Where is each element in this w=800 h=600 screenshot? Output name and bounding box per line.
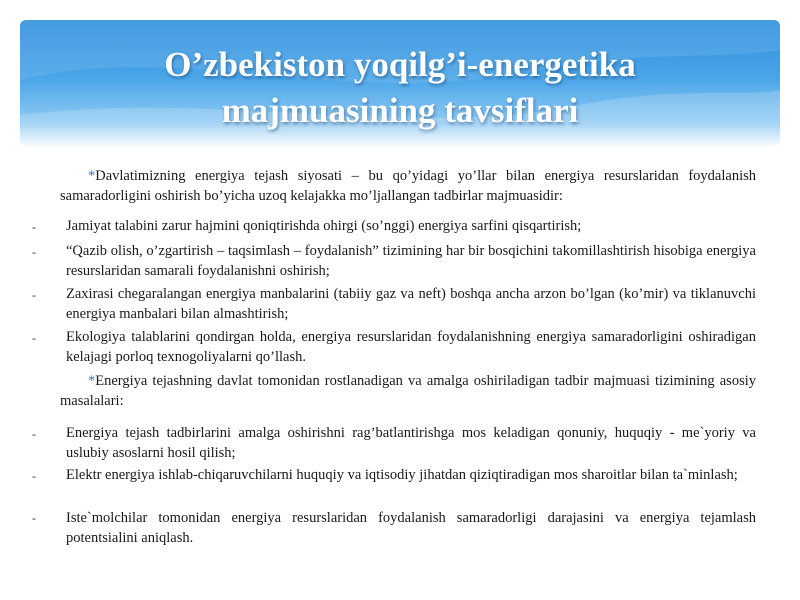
- list-item: Jamiyat talabini zarur hajmini qoniqtirishda ohirgi (so’nggi) energiya sarfini qisqartirish;: [66, 218, 582, 234]
- list-item: Zaxirasi chegaralangan energiya manbalarini (tabiiy gaz va neft) boshqa ancha arzon bo’lgan (ko’mir) va tiklanuvchi energiya manbalari bilan almashtirish;: [66, 286, 756, 322]
- page-title: [20, 42, 780, 134]
- title-banner: [20, 20, 780, 148]
- intro-text: Davlatimizning energiya tejash siyosati – bu qo’yidagi yo’llar bilan energiya resurslaridan foydalanish samaradorligini oshirish bo’yicha uzoq kelajakka mo’ljallangan tadbirlar majmuasidir:: [60, 168, 756, 204]
- title-line-1: O’zbekiston yoqilg’i-energetika: [164, 45, 636, 84]
- list-item: “Qazib olish, o’zgartirish – taqsimlash – foydalanish” tizimining har bir bosqichini takomillashtirish hisobiga energiya resurslaridan samarali foydalanishni oshirish;: [66, 243, 756, 279]
- dash-bullet: -: [32, 220, 36, 234]
- dash-bullet: -: [32, 288, 36, 302]
- dash-bullet: -: [32, 469, 36, 483]
- list-item: Iste`molchilar tomonidan energiya resurslaridan foydalanish samaradorligi darajasini va energiya tejamlash potentsialini aniqlash.: [66, 510, 756, 546]
- star-marker: *: [88, 373, 96, 389]
- intro-paragraph-1: [60, 166, 756, 206]
- dash-bullet: -: [32, 511, 36, 525]
- title-line-2: majmuasining tavsiflari: [221, 91, 579, 130]
- list-item: Ekologiya talablarini qondirgan holda, energiya resurslaridan foydalanishning energiya samaradorligini oshiradigan kelajagi porloq texnogoliyalarni qo’llash.: [66, 329, 756, 365]
- list-item: Elektr energiya ishlab-chiqaruvchilarni huquqiy va iqtisodiy jihatdan qiziqtiradigan mos sharoitlar bilan ta`minlash;: [66, 467, 738, 483]
- intro-text: Energiya tejashning davlat tomonidan rostlanadigan va amalga oshiriladigan tadbir majmuasi tizimining asosiy masalalari:: [60, 373, 756, 409]
- dash-bullet: -: [32, 427, 36, 441]
- intro-paragraph-2: [60, 371, 756, 411]
- dash-bullet: -: [32, 331, 36, 345]
- dash-bullet: -: [32, 245, 36, 259]
- list-item: Energiya tejash tadbirlarini amalga oshirishni rag’batlantirishga mos keladigan qonuniy, huquqiy - me`yoriy va uslubiy asoslarni hosil qilish;: [66, 425, 756, 461]
- star-marker: *: [88, 168, 96, 184]
